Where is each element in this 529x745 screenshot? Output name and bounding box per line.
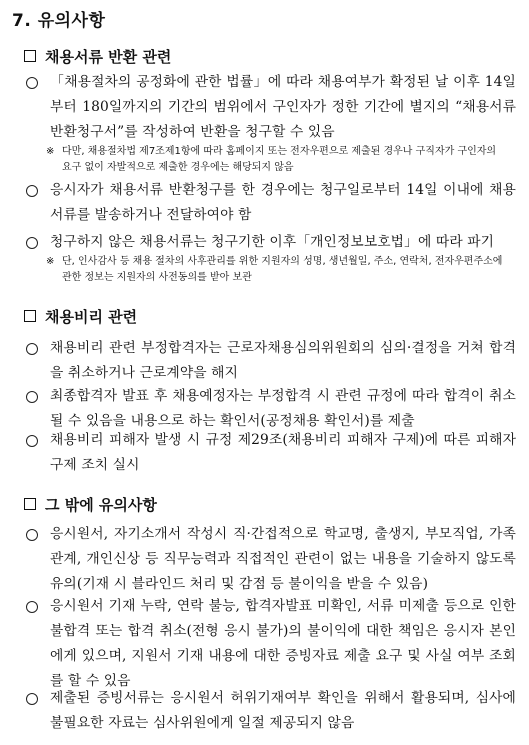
note-item: ※ 다만, 채용절차법 제7조제1항에 따라 홈페이지 또는 전자우편으로 제출된 경우나 구직자가 구인자의 요구 없이 자발적으로 제출한 경우에는 해당되지 않음: [46, 146, 497, 173]
list-item: 채용비리 관련 부정합격자는 근로자채용심의위원회의 심의·결정을 거쳐 합격을 취소하거나 근로계약을 해지: [26, 336, 516, 386]
circle-bullet-icon: [26, 693, 38, 705]
circle-bullet-icon: [26, 601, 38, 613]
circle-bullet-icon: [26, 343, 38, 355]
circle-bullet-icon: [26, 77, 38, 89]
section-heading-hiring-misconduct: 채용비리 관련: [24, 306, 137, 327]
reference-mark-icon: ※: [46, 146, 55, 157]
list-item: 채용비리 피해자 발생 시 규정 제29조(채용비리 피해자 구제)에 따른 피해자 구제 조치 실시: [26, 428, 516, 478]
circle-bullet-icon: [26, 391, 38, 403]
list-item: 제출된 증빙서류는 응시원서 허위기재여부 확인을 위해서 활용되며, 심사에 불필요한 자료는 심사위원에게 일절 제공되지 않음: [26, 686, 516, 736]
list-item: 최종합격자 발표 후 채용예정자는 부정합격 시 관련 규정에 따라 합격이 취소될 수 있음을 내용으로 하는 확인서(공정채용 확인서)를 제출: [26, 384, 516, 434]
square-bullet-icon: [24, 50, 36, 62]
circle-bullet-icon: [26, 237, 38, 249]
list-item: 응시원서, 자기소개서 작성시 직·간접적으로 학교명, 출생지, 부모직업, 가족관계, 개인신상 등 직무능력과 직접적인 관련이 없는 내용을 기술하지 않도록 유의(기재 시 블라인드 처리 및 감점 등 불이익을 받을 수 있음): [26, 522, 516, 597]
list-item: 응시자가 채용서류 반환청구를 한 경우에는 청구일로부터 14일 이내에 채용서류를 발송하거나 전달하여야 함: [26, 178, 516, 228]
note-item: ※ 단, 인사감사 등 채용 절차의 사후관리를 위한 지원자의 성명, 생년월일, 주소, 연락처, 전자우편주소에 관한 정보는 지원자의 사전동의를 받아 보관: [46, 256, 503, 283]
circle-bullet-icon: [26, 435, 38, 447]
circle-bullet-icon: [26, 529, 38, 541]
circle-bullet-icon: [26, 185, 38, 197]
section-heading-document-return: 채용서류 반환 관련: [24, 46, 171, 67]
list-item: 「채용절차의 공정화에 관한 법률」에 따라 채용여부가 확정된 날 이후 14일부터 180일까지의 기간의 범위에서 구인자가 정한 기간에 별지의 “채용서류 반환청구서”를 작성하여 반환을 청구할 수 있음: [26, 70, 516, 145]
page-title: 7. 유의사항: [12, 11, 106, 31]
square-bullet-icon: [24, 310, 36, 322]
section-heading-other-notes: 그 밖에 유의사항: [24, 494, 157, 515]
square-bullet-icon: [24, 498, 36, 510]
list-item: 응시원서 기재 누락, 연락 불능, 합격자발표 미확인, 서류 미제출 등으로 인한 불합격 또는 합격 취소(전형 응시 불가)의 불이익에 대한 책임은 응시자 본인에게 있으며, 지원서 기재 내용에 대한 증빙자료 제출 요구 및 사실 여부 조회를 할 수 있음: [26, 594, 516, 694]
reference-mark-icon: ※: [46, 256, 55, 267]
list-item: 청구하지 않은 채용서류는 청구기한 이후「개인정보보호법」에 따라 파기: [26, 230, 516, 255]
